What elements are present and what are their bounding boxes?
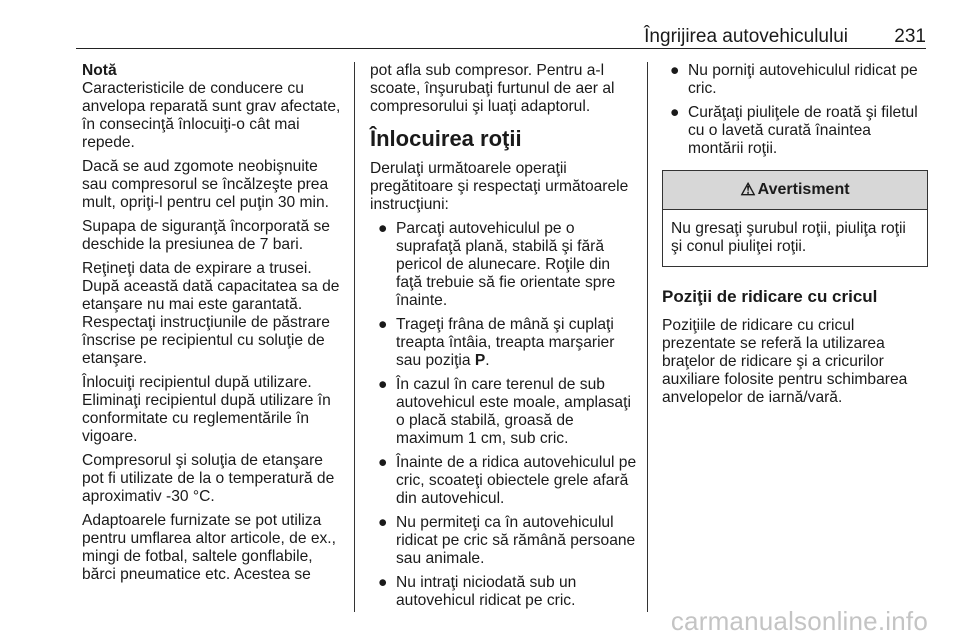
instruction-list bbox=[662, 62, 928, 158]
column-2 bbox=[370, 62, 638, 616]
intro-paragraph: Derulaţi următoarele operaţii pregătitoare şi respectaţi următoarele instrucţiuni: bbox=[370, 160, 629, 213]
paragraph: Compresorul şi soluţia de etanşare pot fi utilizate de la o temperatură de aproximativ -30 °C. bbox=[82, 452, 335, 505]
column-divider-1 bbox=[354, 62, 355, 612]
bullet-icon: ● bbox=[378, 220, 388, 237]
bullet-icon: ● bbox=[378, 574, 388, 591]
column-3 bbox=[662, 62, 928, 413]
warning-box bbox=[662, 170, 928, 267]
list-item: ● În cazul în care terenul de sub autovehicul este moale, amplasaţi o placă stabilă, groasă de maximum 1 cm, sub cric. bbox=[378, 376, 631, 447]
warning-title: Avertisment bbox=[757, 181, 850, 198]
list-item: ● Nu permiteţi ca în autovehiculul ridicat pe cric să rămână persoane sau animale. bbox=[378, 514, 636, 567]
bullet-icon: ● bbox=[670, 62, 680, 79]
column-1 bbox=[82, 62, 342, 590]
list-item: ● Înainte de a ridica autovehiculul pe cric, scoateţi obiectele grele afară din autovehicul. bbox=[378, 454, 637, 507]
warning-text: Nu gresaţi şurubul roţii, piuliţa roţii şi conul piuliţei roţii. bbox=[671, 220, 906, 255]
subsection-heading: Poziţii de ridicare cu cricul bbox=[662, 287, 878, 306]
bullet-icon: ● bbox=[378, 514, 388, 531]
paragraph: Adaptoarele furnizate se pot utiliza pentru umflarea altor articole, de ex., mingi de fotbal, saltele gonflabile, bărci pneumatice etc. Acestea se bbox=[82, 512, 336, 583]
watermark: carmanualsonline.info bbox=[670, 606, 928, 636]
column-divider-2 bbox=[647, 62, 648, 612]
bullet-icon: ● bbox=[378, 376, 388, 393]
paragraph: Caracteristicile de conducere cu anvelopa reparată sunt grav afectate, în consecinţă înlocuiţi-o cât mai repede. bbox=[82, 80, 341, 151]
list-item: ● Parcaţi autovehiculul pe o suprafaţă plană, stabilă şi fără pericol de alunecare. Roţile din faţă trebuie să fie orientate spre înainte. bbox=[378, 220, 616, 309]
paragraph: pot afla sub compresor. Pentru a-l scoate, înşurubaţi furtunul de aer al compresorului şi luaţi adaptorul. bbox=[370, 62, 615, 115]
list-item: ● Trageţi frâna de mână şi cuplaţi treapta întâia, treapta marşarier sau poziţia P. bbox=[378, 316, 615, 369]
bullet-icon: ● bbox=[378, 316, 388, 333]
gear-letter: P bbox=[474, 352, 486, 369]
warning-header bbox=[663, 171, 927, 210]
bullet-icon: ● bbox=[378, 454, 388, 471]
page-number: 231 bbox=[894, 26, 926, 47]
section-heading: Înlocuirea roţii bbox=[370, 126, 522, 151]
chapter-title: Îngrijirea autovehiculului bbox=[644, 26, 848, 47]
note-title: Notă bbox=[82, 62, 117, 79]
list-item: ● Nu intraţi niciodată sub un autovehicul ridicat pe cric. bbox=[378, 574, 577, 609]
instruction-list bbox=[370, 220, 638, 610]
paragraph: Supapa de siguranţă încorporată se deschide la presiunea de 7 bari. bbox=[82, 218, 330, 253]
paragraph: Reţineţi data de expirare a trusei. După această dată capacitatea sa de etanşare nu mai este garantată. Respectaţi instrucţiunile de păstrare înscrise pe recipientul cu soluţie de etanşare. bbox=[82, 260, 340, 367]
paragraph: Dacă se aud zgomote neobişnuite sau compresorul se încălzeşte prea mult, opriţi-l pentru cel puţin 30 min. bbox=[82, 158, 330, 211]
list-item: ● Curăţaţi piuliţele de roată şi filetul cu o lavetă curată înaintea montării roţii. bbox=[670, 104, 918, 157]
paragraph: Înlocuiţi recipientul după utilizare. Eliminaţi recipientul după utilizare în conformitate cu reglementările în vigoare. bbox=[82, 374, 331, 445]
list-item: ● Nu porniţi autovehiculul ridicat pe cric. bbox=[670, 62, 918, 97]
bullet-icon: ● bbox=[670, 104, 680, 121]
paragraph: Poziţiile de ridicare cu cricul prezentate se referă la utilizarea braţelor de ridicare şi a cricurilor auxiliare folosite pentru schimbarea anvelopelor de iarnă/vară. bbox=[662, 317, 908, 406]
page-header bbox=[76, 0, 926, 49]
warning-icon: ⚠ bbox=[740, 180, 756, 199]
